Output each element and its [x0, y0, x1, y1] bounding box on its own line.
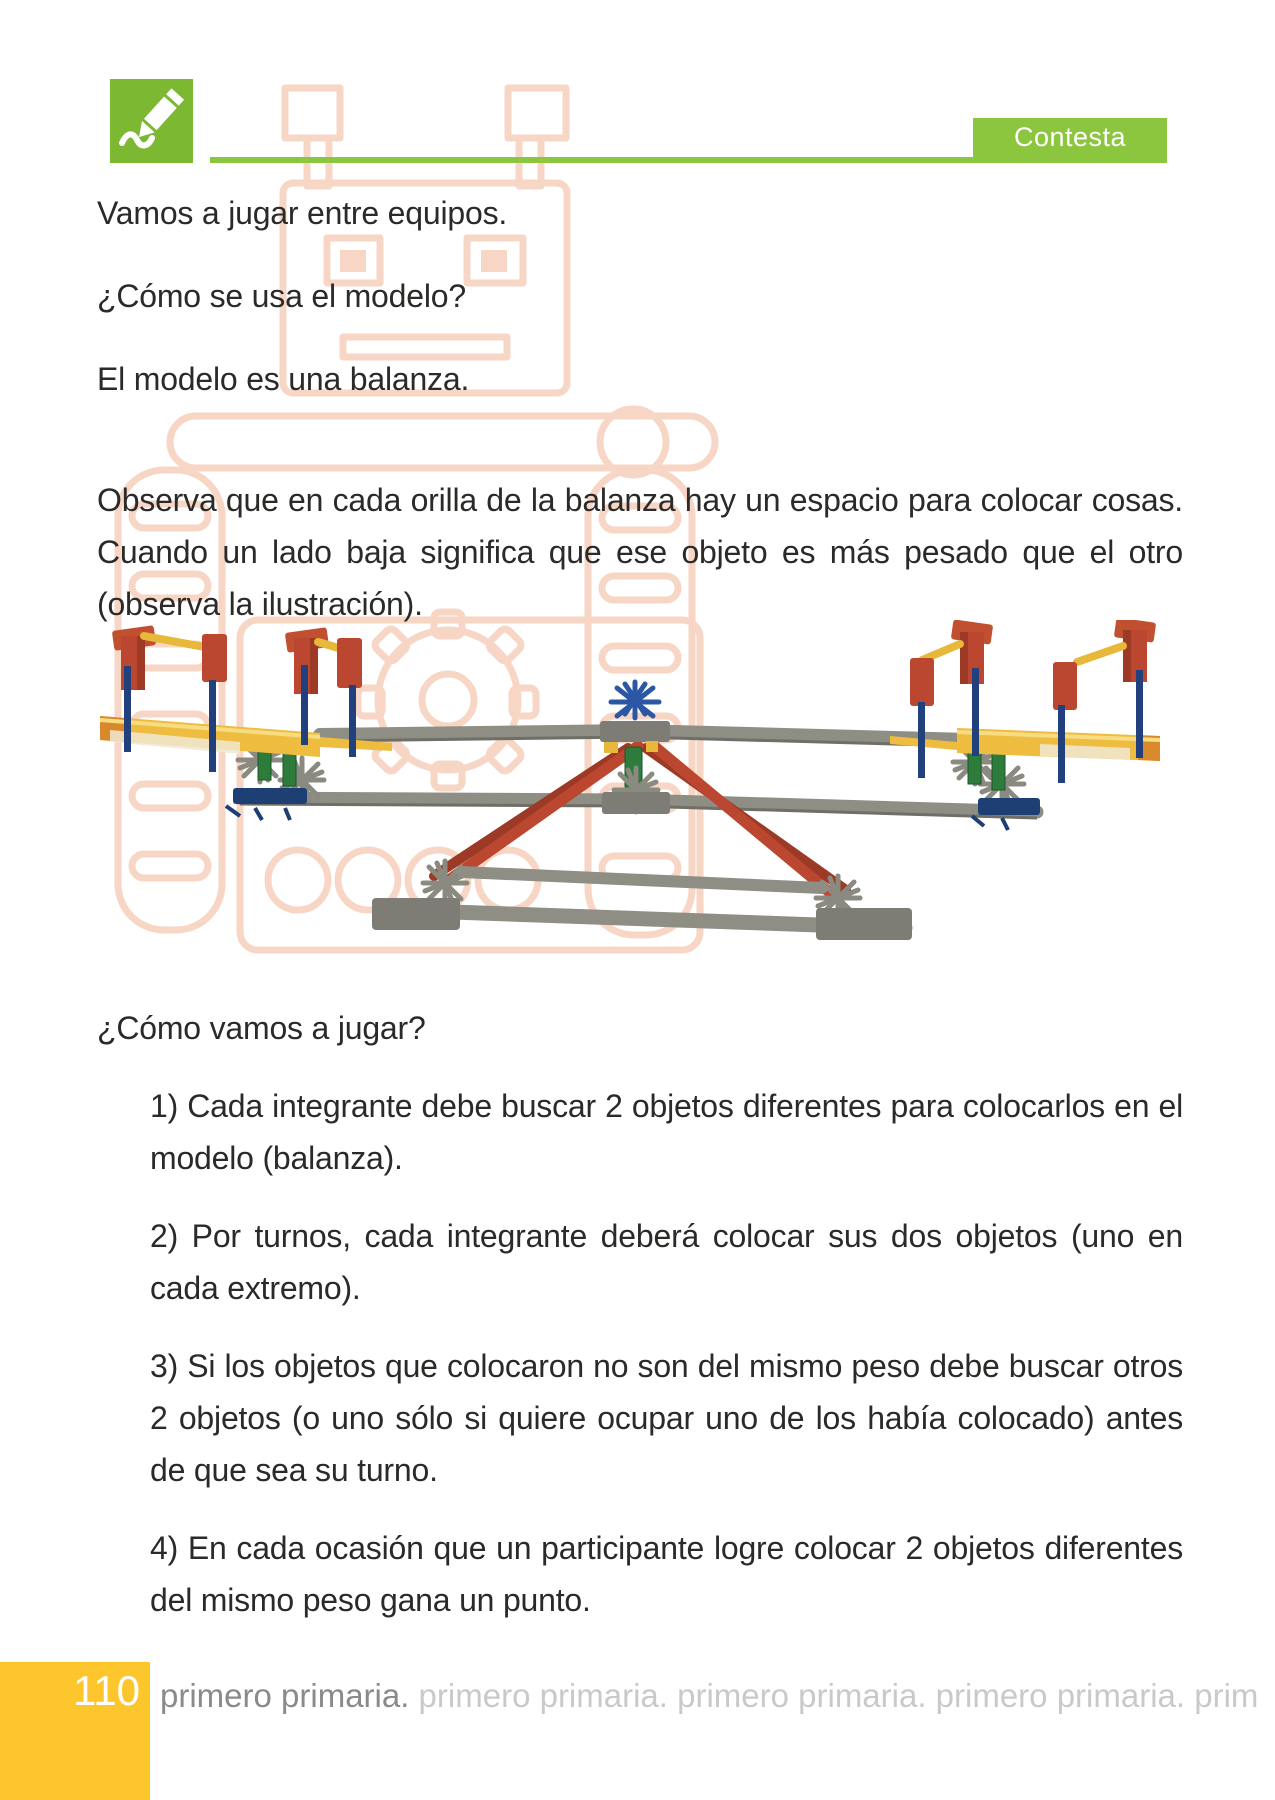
- footer-brand-primary: primero primaria.: [160, 1677, 410, 1714]
- robot-ear-left: [285, 88, 340, 138]
- intro-paragraph: Observa que en cada orilla de la balanza hay un espacio para colocar cosas. Cuando un lado baja significa que ese objeto es más pesado que el otro (observa la ilustración).: [97, 482, 1183, 622]
- blue-rod: [349, 685, 356, 757]
- contesta-badge: Contesta: [973, 118, 1167, 157]
- ground-block-right: [816, 908, 912, 940]
- rule-item: 1) Cada integrante debe buscar 2 objetos diferentes para colocarlos en el modelo (balanza).: [150, 1088, 1183, 1176]
- right-assembly: [890, 620, 1160, 830]
- hub-block-lower: [602, 792, 670, 814]
- footer-brand-strip: [160, 1676, 1275, 1716]
- page-number: 110: [73, 1667, 140, 1714]
- blue-rod: [972, 668, 979, 756]
- blue-connector-row: [978, 798, 1040, 815]
- hub-block-upper: [600, 721, 670, 742]
- blue-rod: [1136, 670, 1143, 758]
- clamp-end: [202, 634, 227, 682]
- yellow-rod: [922, 644, 960, 660]
- clamp-end: [337, 638, 362, 688]
- hub-starburst: [611, 682, 659, 718]
- header-rule-line: [210, 157, 1167, 163]
- blue-rod: [124, 666, 131, 752]
- left-assembly: [100, 625, 392, 820]
- intro-line: El modelo es una balanza.: [97, 361, 470, 397]
- balance-model-photo: [90, 620, 1190, 950]
- blue-rod: [301, 665, 308, 745]
- intro-line: Vamos a jugar entre equipos.: [97, 195, 508, 231]
- yellow-rod: [1077, 646, 1123, 662]
- green-connector: [992, 754, 1005, 790]
- rule-item: 2) Por turnos, cada integrante deberá colocar sus dos objetos (uno en cada extremo).: [150, 1218, 1183, 1306]
- question-heading: ¿Cómo vamos a jugar?: [97, 1010, 426, 1046]
- clamp-end: [910, 658, 934, 706]
- clamp-end: [1053, 662, 1077, 710]
- pencil-scribble-icon: [110, 79, 193, 163]
- rule-item: 4) En cada ocasión que un participante logre colocar 2 objetos diferentes del mismo peso gana un punto.: [150, 1530, 1183, 1618]
- blue-connector-row: [233, 788, 307, 804]
- blue-rod: [209, 680, 216, 772]
- robot-ear-right: [508, 88, 566, 138]
- green-connector: [283, 750, 296, 786]
- robot-shoulders: [170, 416, 715, 468]
- ground-bar-upper: [462, 872, 822, 888]
- intro-line: ¿Cómo se usa el modelo?: [97, 278, 466, 314]
- ground-block-left: [372, 898, 460, 930]
- rule-item: 3) Si los objetos que colocaron no son del mismo peso debe buscar otros 2 objetos (o uno sólo si quiere ocupar uno de los había colocado) antes de que sea su turno.: [150, 1348, 1183, 1488]
- footer-brand-repeat: primero primaria. primero primaria. primero primaria. prim: [409, 1677, 1259, 1714]
- blue-rod: [1058, 705, 1065, 783]
- blue-rod: [918, 702, 925, 778]
- header-activity-icon: [110, 79, 193, 163]
